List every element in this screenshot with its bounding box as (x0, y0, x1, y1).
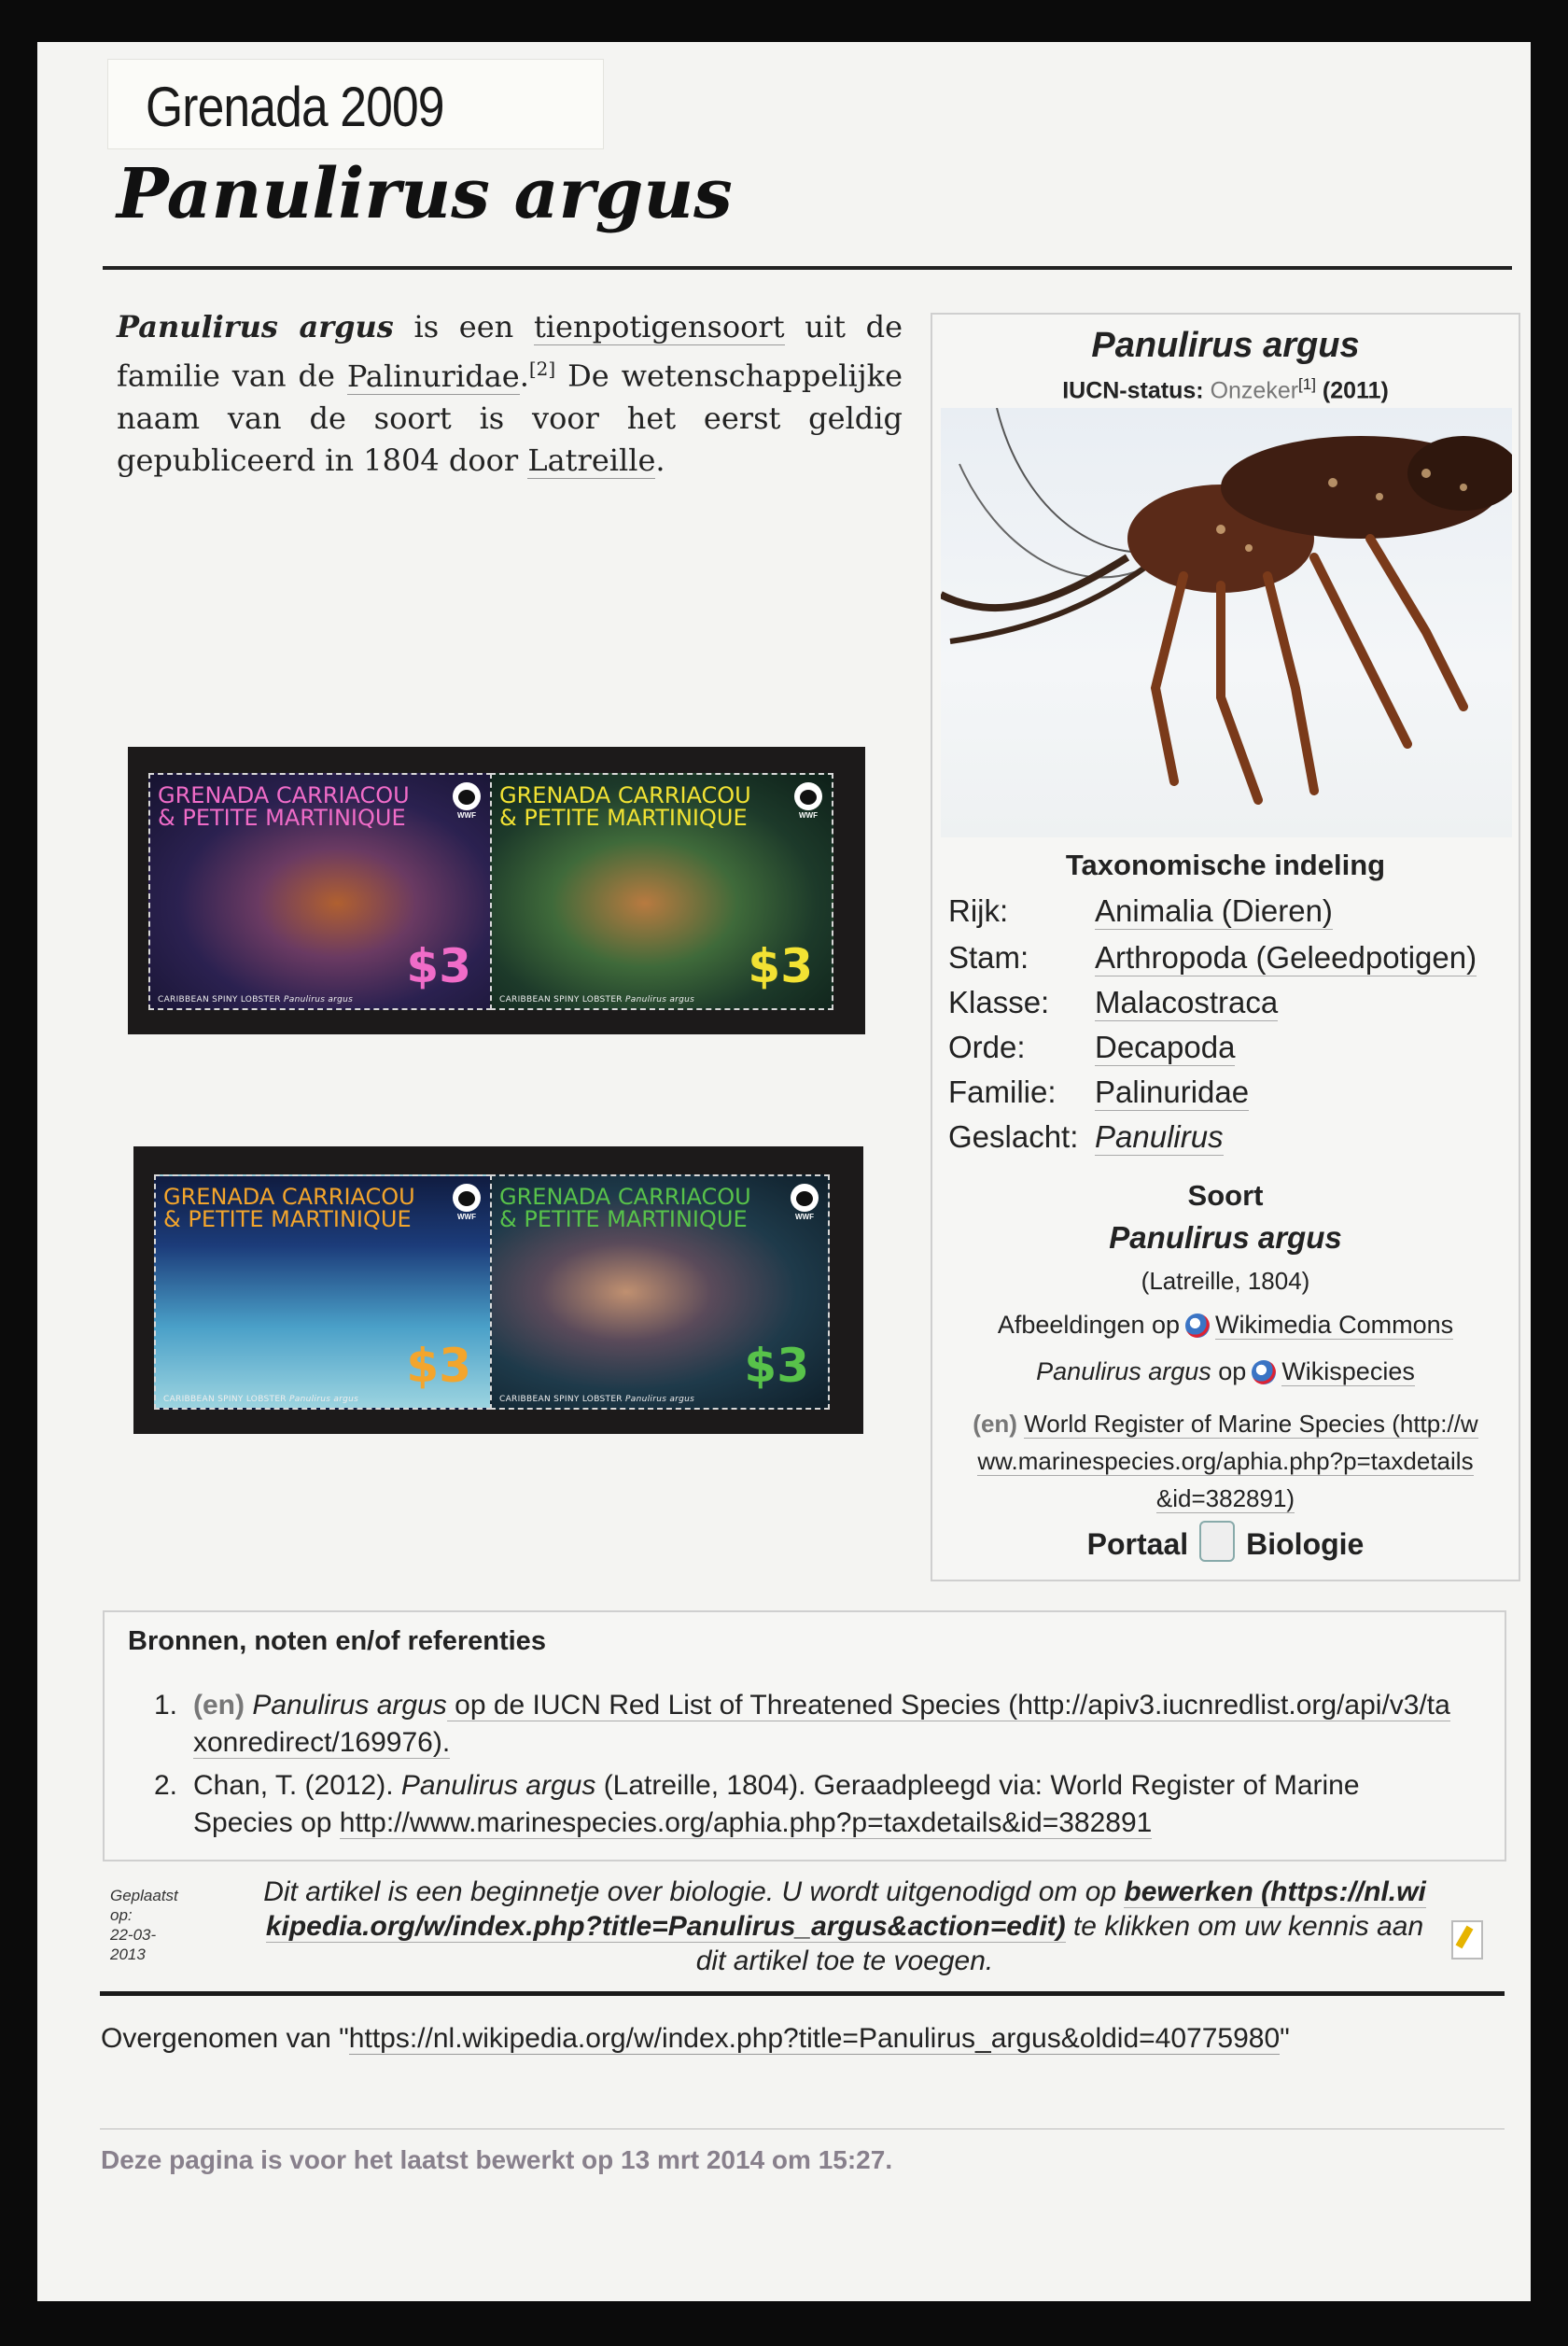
stamp-country-line2: & PETITE MARTINIQUE (163, 1206, 412, 1232)
reference-item-1 (123, 1687, 1467, 1766)
references-box (103, 1610, 1506, 1861)
worms-line1[interactable]: World Register of Marine Species (http://w (1024, 1410, 1478, 1438)
reference-text: Chan, T. (2012). (193, 1770, 401, 1801)
stub-text: dit artikel toe te voegen. (695, 1946, 994, 1976)
stub-text: Dit artikel is een beginnetje over biologie. U wordt uitgenodigd om op (263, 1876, 1125, 1907)
lobster-illustration (941, 408, 1512, 837)
species-photo (941, 408, 1512, 837)
reference-link-cont[interactable]: xonredirect/169976). (193, 1727, 451, 1758)
intro-text: is een (393, 309, 534, 344)
reference-species: Panulirus argus (400, 1770, 596, 1801)
stamp-country-line1: GRENADA CARRIACOU (499, 1184, 751, 1210)
stamp-country-line2: & PETITE MARTINIQUE (499, 805, 748, 831)
stamp-caption-latin: Panulirus argus (625, 1395, 695, 1404)
posted-label: op: (110, 1906, 133, 1924)
intro-text: De wetenschappelijke naam van de soort is voor het eerst geldig gepubliceerd in 1804 door (117, 358, 903, 478)
portal-label: Portaal (1086, 1527, 1189, 1561)
wikispecies-line (932, 1357, 1519, 1386)
source-line (101, 2023, 1290, 2055)
reference-text: Species op (193, 1807, 340, 1838)
reference-item-2 (123, 1767, 1467, 1847)
footer-divider (100, 1991, 1505, 1996)
intro-paragraph (117, 306, 903, 482)
stamp-sheet-bottom (133, 1146, 863, 1434)
portal-line (932, 1521, 1519, 1562)
taxonomy-value-link[interactable]: Palinuridae (1095, 1075, 1250, 1109)
reference-lang: (en) (193, 1690, 245, 1721)
intro-text: uit de familie van de (117, 309, 903, 394)
wikimedia-commons-link[interactable]: Wikimedia Commons (1215, 1311, 1454, 1339)
intro-text: . (655, 442, 665, 478)
species-name: Panulirus argus (1109, 1220, 1342, 1255)
stamp-value: $3 (744, 1339, 809, 1393)
stamp-3 (154, 1174, 492, 1410)
edit-link[interactable]: bewerken (https://nl.wi (1124, 1876, 1426, 1907)
link-palinuridae[interactable]: Palinuridae (346, 358, 520, 394)
species-author: (Latreille, 1804) (1141, 1267, 1310, 1295)
reference-number: 1. (153, 1690, 177, 1721)
iucn-status-year: (2011) (1322, 377, 1389, 404)
intro-species-name: Panulirus argus (117, 309, 394, 344)
source-prefix: Overgenomen van " (101, 2023, 349, 2054)
references-heading: Bronnen, noten en/of referenties (128, 1626, 546, 1656)
wwf-logo (451, 782, 483, 820)
reference-link[interactable]: http://www.marinespecies.org/aphia.php?p=taxdetails&id=382891 (339, 1807, 1153, 1838)
stamp-caption-main: CARIBBEAN SPINY LOBSTER (158, 995, 281, 1004)
stamp-country-line2: & PETITE MARTINIQUE (499, 1206, 748, 1232)
stamp-value: $3 (406, 939, 471, 993)
last-edit-notice: Deze pagina is voor het laatst bewerkt op 13 mrt 2014 om 15:27. (101, 2145, 893, 2174)
album-page (37, 42, 1531, 2301)
taxonomy-row-orde (948, 1030, 1508, 1067)
stamp-2 (490, 773, 833, 1010)
taxonomy-value-link[interactable]: Panulirus (1095, 1119, 1224, 1154)
stamp-country-line1: GRENADA CARRIACOU (158, 782, 410, 808)
wikispecies-prefix: op (1211, 1357, 1247, 1385)
reference-species: Panulirus argus (252, 1690, 447, 1721)
taxonomy-heading: Taxonomische indeling (1065, 849, 1386, 881)
posted-date-part: 22-03- (110, 1926, 157, 1944)
taxonomy-row-familie (948, 1075, 1508, 1112)
reference-link[interactable]: op de IUCN Red List of Threatened Species (http://apiv3.iucnredlist.org/api/v3/ta (446, 1690, 1450, 1721)
taxonomy-row-stam (948, 940, 1508, 977)
wikimedia-commons-icon (1185, 1313, 1210, 1338)
stamp-country (158, 784, 410, 829)
posted-date (110, 1886, 178, 1964)
stamp-1 (148, 773, 492, 1010)
stamp-country (499, 784, 751, 829)
wwf-logo (792, 782, 824, 820)
link-latreille[interactable]: Latreille (527, 442, 656, 478)
stamp-country (163, 1186, 415, 1230)
iucn-status-value[interactable]: Onzeker (1210, 377, 1299, 404)
worms-lang: (en) (973, 1410, 1017, 1438)
wwf-label: WWF (457, 811, 476, 820)
taxonomy-value-link[interactable]: Decapoda (1095, 1030, 1236, 1064)
taxonomy-row-geslacht (948, 1119, 1508, 1157)
footer-thin-divider (100, 2128, 1505, 2129)
stamp-sheet-top (128, 747, 865, 1034)
stub-notice (219, 1875, 1470, 1978)
wikispecies-species: Panulirus argus (1036, 1357, 1211, 1385)
stamp-caption-latin: Panulirus argus (284, 995, 354, 1004)
taxonomy-key: Orde: (948, 1030, 1026, 1064)
stamp-caption-main: CARIBBEAN SPINY LOBSTER (499, 995, 623, 1004)
taxonomy-key: Stam: (948, 940, 1029, 975)
stamp-caption (158, 995, 353, 1004)
wwf-logo (789, 1184, 820, 1221)
wikispecies-link[interactable]: Wikispecies (1281, 1357, 1415, 1385)
taxonomy-key: Rijk: (948, 893, 1009, 928)
ref-link-1[interactable]: [1] (1298, 375, 1316, 393)
page-title: Panulirus argus (117, 154, 733, 234)
country-year-text: Grenada 2009 (146, 76, 444, 138)
wwf-logo (451, 1184, 483, 1221)
stamp-caption-main: CARIBBEAN SPINY LOBSTER (499, 1395, 623, 1404)
stamp-caption-latin: Panulirus argus (625, 995, 695, 1004)
commons-prefix: Afbeeldingen op (997, 1311, 1181, 1339)
stamp-caption (499, 995, 694, 1004)
species-heading: Soort (1187, 1179, 1264, 1212)
taxonomy-row-klasse (948, 985, 1508, 1022)
edit-link-cont[interactable]: kipedia.org/w/index.php?title=Panulirus_argus&action=edit) (265, 1911, 1066, 1942)
taxonomy-key: Familie: (948, 1075, 1057, 1109)
stamp-country (499, 1186, 751, 1230)
worms-line2[interactable]: ww.marinespecies.org/aphia.php?p=taxdetails (977, 1447, 1474, 1475)
stamp-caption-latin: Panulirus argus (289, 1395, 359, 1404)
infobox-title: Panulirus argus (1091, 326, 1360, 365)
link-tienpotigensoort[interactable]: tienpotigensoort (533, 309, 785, 344)
title-divider (103, 266, 1512, 270)
reference-number: 2. (153, 1770, 177, 1801)
posted-date-part: 2013 (110, 1946, 146, 1963)
stamp-caption (499, 1395, 694, 1404)
intro-text: . (519, 358, 529, 394)
taxonomy-value-link[interactable]: Arthropoda (Geleedpotigen) (1095, 940, 1477, 975)
stamp-caption-main: CARIBBEAN SPINY LOBSTER (163, 1395, 287, 1404)
taxonomy-key: Geslacht: (948, 1119, 1079, 1154)
iucn-status (932, 375, 1519, 404)
reference-text: (Latreille, 1804). Geraadpleegd via: World Register of Marine (595, 1770, 1360, 1801)
source-suffix: " (1280, 2023, 1290, 2054)
commons-line (932, 1311, 1519, 1340)
wwf-label: WWF (795, 1213, 814, 1221)
posted-label: Geplaatst (110, 1887, 178, 1904)
stamp-value: $3 (748, 939, 813, 993)
wwf-label: WWF (457, 1213, 476, 1221)
taxonomy-value-link[interactable]: Animalia (Dieren) (1095, 893, 1333, 928)
iucn-status-label[interactable]: IUCN-status: (1062, 377, 1204, 404)
ref-link-2[interactable]: [2] (528, 358, 556, 380)
wikispecies-icon (1252, 1360, 1276, 1384)
stamp-country-line1: GRENADA CARRIACOU (163, 1184, 415, 1210)
species-infobox (931, 313, 1520, 1581)
stamp-country-line1: GRENADA CARRIACOU (499, 782, 751, 808)
worms-link[interactable] (932, 1405, 1519, 1517)
stamp-caption (163, 1395, 358, 1404)
stamp-4 (490, 1174, 830, 1410)
source-link[interactable]: https://nl.wikipedia.org/w/index.php?title=Panulirus_argus&oldid=40775980 (348, 2023, 1281, 2054)
portal-biologie-link[interactable]: Biologie (1246, 1527, 1365, 1561)
stamp-country-line2: & PETITE MARTINIQUE (158, 805, 406, 831)
taxonomy-key: Klasse: (948, 985, 1050, 1019)
portal-puzzle-icon (1199, 1521, 1235, 1562)
pencil-icon (1451, 1920, 1483, 1960)
stamp-value: $3 (406, 1339, 471, 1393)
worms-line3[interactable]: &id=382891) (1155, 1484, 1295, 1512)
country-label (107, 59, 604, 149)
taxonomy-row-rijk (948, 893, 1508, 931)
stub-text: te klikken om uw kennis aan (1065, 1911, 1424, 1942)
wwf-label: WWF (799, 811, 818, 820)
taxonomy-value-link[interactable]: Malacostraca (1095, 985, 1279, 1019)
